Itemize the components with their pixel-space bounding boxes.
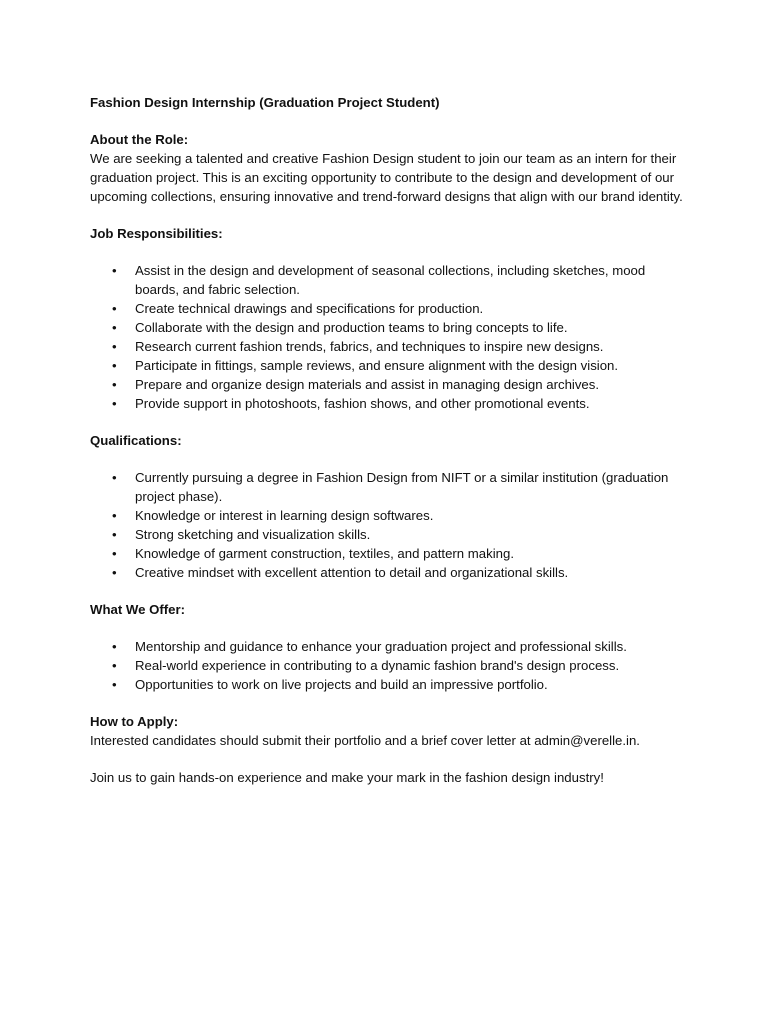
list-item <box>90 506 690 525</box>
bullet-icon: • <box>112 527 117 542</box>
bullet-icon: • <box>112 470 117 485</box>
list-item <box>90 394 690 413</box>
list-item <box>90 375 690 394</box>
list-item-text: Knowledge of garment construction, textiles, and pattern making. <box>135 546 514 561</box>
list-item <box>90 261 690 299</box>
list-item-text: Real-world experience in contributing to a dynamic fashion brand's design process. <box>135 658 620 673</box>
bullet-icon: • <box>112 639 117 654</box>
list-item <box>90 318 690 337</box>
bullet-icon: • <box>112 565 117 580</box>
list-item-text: Currently pursuing a degree in Fashion Design from NIFT or a similar institution (graduation project phase). <box>135 470 669 504</box>
list-item-text: Participate in fittings, sample reviews, and ensure alignment with the design vision. <box>135 358 619 373</box>
bullet-icon: • <box>112 508 117 523</box>
list-item <box>90 563 690 582</box>
apply-text: Interested candidates should submit their portfolio and a brief cover letter at admin@verelle.in. <box>90 733 640 748</box>
bullet-icon: • <box>112 377 117 392</box>
list-item <box>90 637 690 656</box>
list-item <box>90 299 690 318</box>
bullet-icon: • <box>112 396 117 411</box>
closing-text: Join us to gain hands-on experience and make your mark in the fashion design industry! <box>90 770 604 785</box>
qualifications-heading: Qualifications: <box>90 433 182 448</box>
list-item-text: Mentorship and guidance to enhance your graduation project and professional skills. <box>135 639 627 654</box>
responsibilities-heading: Job Responsibilities: <box>90 226 223 241</box>
about-text: We are seeking a talented and creative Fashion Design student to join our team as an intern for their graduation project. This is an exciting opportunity to contribute to the design and development of our upcoming collections, ensuring innovative and trend-forward designs that align with our brand identity. <box>90 151 683 204</box>
list-item <box>90 468 690 506</box>
bullet-icon: • <box>112 658 117 673</box>
list-item <box>90 356 690 375</box>
list-item <box>90 525 690 544</box>
bullet-icon: • <box>112 320 117 335</box>
list-item <box>90 675 690 694</box>
offer-heading: What We Offer: <box>90 602 185 617</box>
list-item-text: Create technical drawings and specifications for production. <box>135 301 484 316</box>
document-title: Fashion Design Internship (Graduation Project Student) <box>90 95 440 110</box>
bullet-icon: • <box>112 339 117 354</box>
bullet-icon: • <box>112 301 117 316</box>
document-page <box>90 93 690 787</box>
list-item <box>90 656 690 675</box>
apply-heading: How to Apply: <box>90 714 179 729</box>
list-item-text: Provide support in photoshoots, fashion shows, and other promotional events. <box>135 396 590 411</box>
bullet-icon: • <box>112 677 117 692</box>
bullet-icon: • <box>112 358 117 373</box>
list-item-text: Research current fashion trends, fabrics, and techniques to inspire new designs. <box>135 339 604 354</box>
list-item <box>90 544 690 563</box>
list-item-text: Collaborate with the design and production teams to bring concepts to life. <box>135 320 568 335</box>
list-item-text: Knowledge or interest in learning design softwares. <box>135 508 434 523</box>
list-item-text: Strong sketching and visualization skills. <box>135 527 371 542</box>
bullet-icon: • <box>112 263 117 278</box>
list-item-text: Opportunities to work on live projects and build an impressive portfolio. <box>135 677 548 692</box>
bullet-icon: • <box>112 546 117 561</box>
responsibilities-list <box>90 261 690 413</box>
offer-list <box>90 637 690 694</box>
list-item <box>90 337 690 356</box>
list-item-text: Assist in the design and development of seasonal collections, including sketches, mood boards, and fabric selection. <box>135 263 646 297</box>
about-heading: About the Role: <box>90 132 189 147</box>
qualifications-list <box>90 468 690 582</box>
list-item-text: Creative mindset with excellent attention to detail and organizational skills. <box>135 565 569 580</box>
list-item-text: Prepare and organize design materials and assist in managing design archives. <box>135 377 600 392</box>
